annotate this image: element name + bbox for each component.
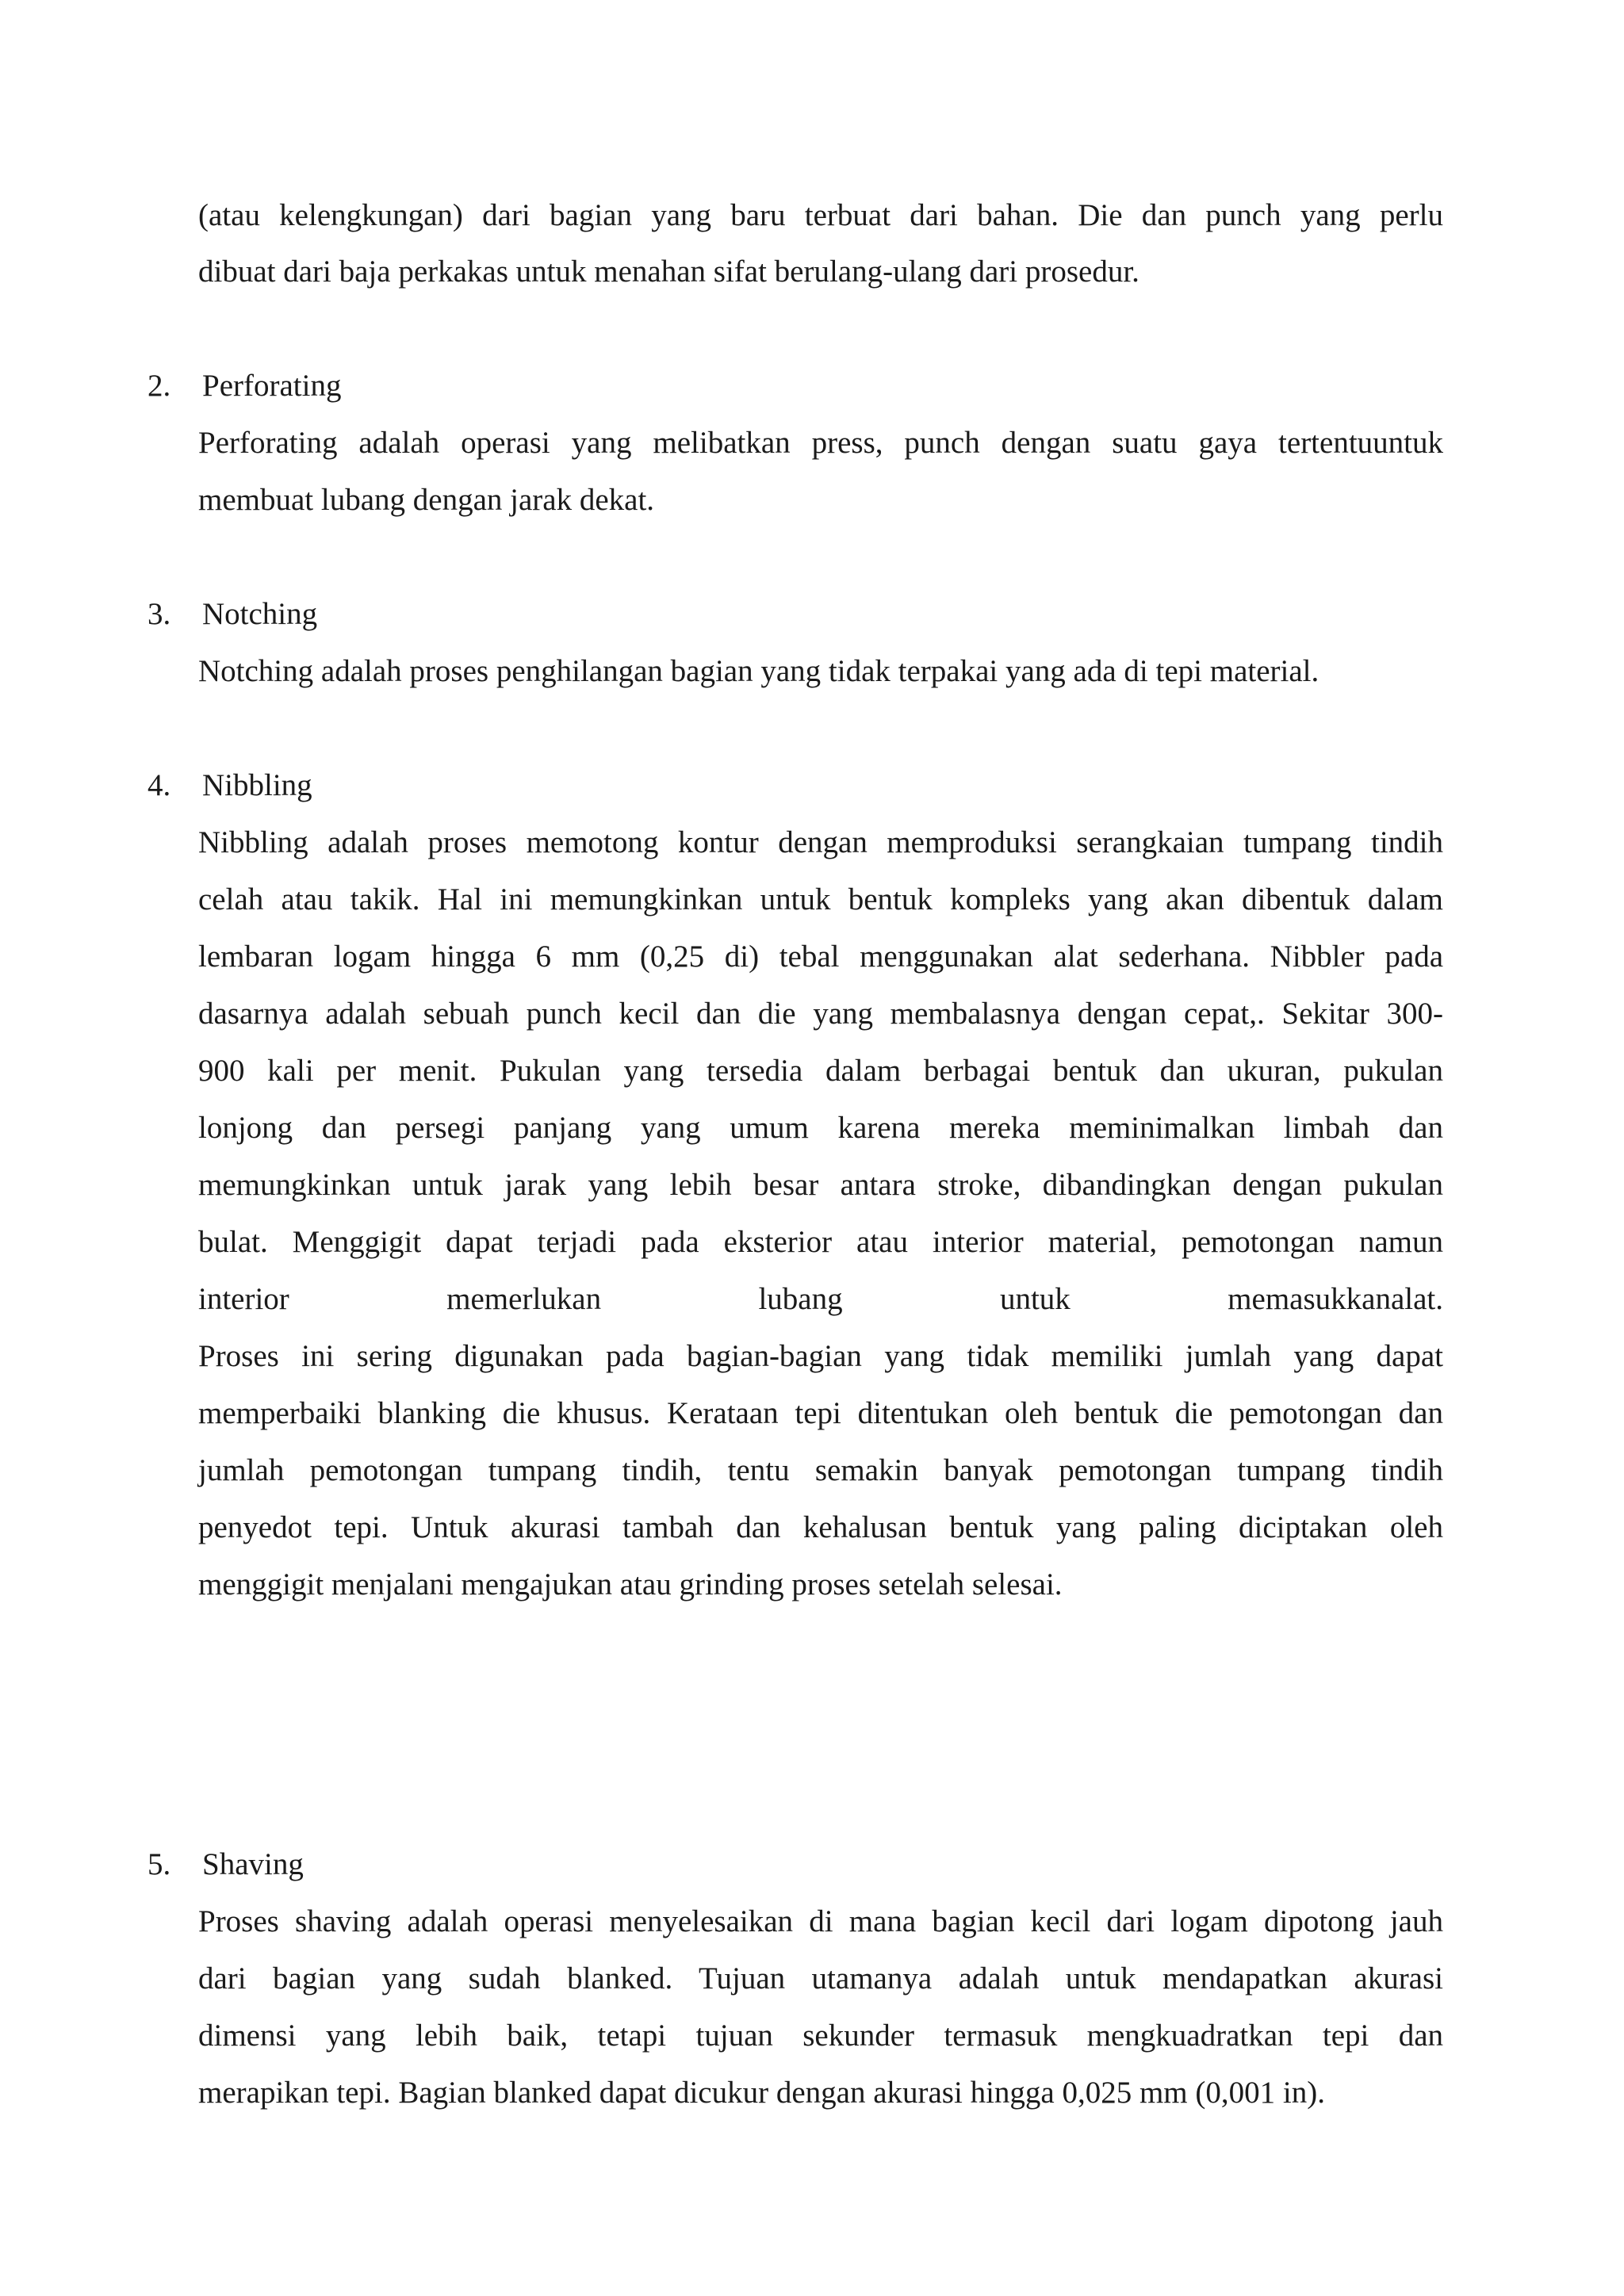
section-number-nibbling: 4. [147,768,171,802]
nibbling-line-12: jumlah pemotongan tumpang tindih, tentu semakin banyak pemotongan tumpang tindih [198,1453,1443,1487]
section-number-perforating: 2. [147,369,171,403]
section-title-notching: Notching [202,597,318,631]
nibbling-line-7: memungkinkan untuk jarak yang lebih besar antara stroke, dibandingkan dengan pukulan [198,1168,1443,1202]
shaving-line-4: merapikan tepi. Bagian blanked dapat dicukur dengan akurasi hingga 0,025 mm (0,001 in). [198,2076,1325,2110]
nibbling-line-10: Proses ini sering digunakan pada bagian-bagian yang tidak memiliki jumlah yang dapat [198,1339,1443,1373]
nibbling-line-8: bulat. Menggigit dapat terjadi pada eksterior atau interior material, pemotongan namun [198,1225,1443,1259]
notching-line-1: Notching adalah proses penghilangan bagian yang tidak terpakai yang ada di tepi material. [198,654,1320,688]
nibbling-line-1: Nibbling adalah proses memotong kontur dengan memproduksi serangkaian tumpang tindih [198,825,1443,859]
nibbling-line-3: lembaran logam hingga 6 mm (0,25 di) tebal menggunakan alat sederhana. Nibbler pada [198,939,1443,974]
nibbling-line-6: lonjong dan persegi panjang yang umum karena mereka meminimalkan limbah dan [198,1111,1443,1145]
nibbling-line-2: celah atau takik. Hal ini memungkinkan untuk bentuk kompleks yang akan dibentuk dalam [198,882,1443,916]
intro-line-1: (atau kelengkungan) dari bagian yang baru terbuat dari bahan. Die dan punch yang perlu [198,198,1443,232]
nibbling-line-5: 900 kali per menit. Pukulan yang tersedia dalam berbagai bentuk dan ukuran, pukulan [198,1054,1443,1088]
nibbling-line-14: menggigit menjalani mengajukan atau grinding proses setelah selesai. [198,1567,1063,1601]
perforating-line-2: membuat lubang dengan jarak dekat. [198,483,655,517]
nibbling-line-4: dasarnya adalah sebuah punch kecil dan die yang membalasnya dengan cepat,. Sekitar 300- [198,997,1443,1031]
shaving-line-2: dari bagian yang sudah blanked. Tujuan utamanya adalah untuk mendapatkan akurasi [198,1961,1443,1996]
nibbling-line-9: interior memerlukan lubang untuk memasukkanalat. [198,1282,1443,1316]
shaving-line-3: dimensi yang lebih baik, tetapi tujuan sekunder termasuk mengkuadratkan tepi dan [198,2019,1443,2053]
nibbling-line-13: penyedot tepi. Untuk akurasi tambah dan kehalusan bentuk yang paling diciptakan oleh [198,1510,1443,1544]
shaving-line-1: Proses shaving adalah operasi menyelesaikan di mana bagian kecil dari logam dipotong jauh [198,1904,1443,1938]
section-number-shaving: 5. [147,1847,171,1881]
nibbling-line-11: memperbaiki blanking die khusus. Kerataan tepi ditentukan oleh bentuk die pemotongan dan [198,1396,1443,1430]
section-title-perforating: Perforating [202,369,342,403]
perforating-line-1: Perforating adalah operasi yang melibatkan press, punch dengan suatu gaya tertentuuntuk [198,426,1443,460]
section-number-notching: 3. [147,597,171,631]
section-title-nibbling: Nibbling [202,768,312,802]
section-title-shaving: Shaving [202,1847,304,1881]
intro-line-2: dibuat dari baja perkakas untuk menahan sifat berulang-ulang dari prosedur. [198,254,1139,289]
